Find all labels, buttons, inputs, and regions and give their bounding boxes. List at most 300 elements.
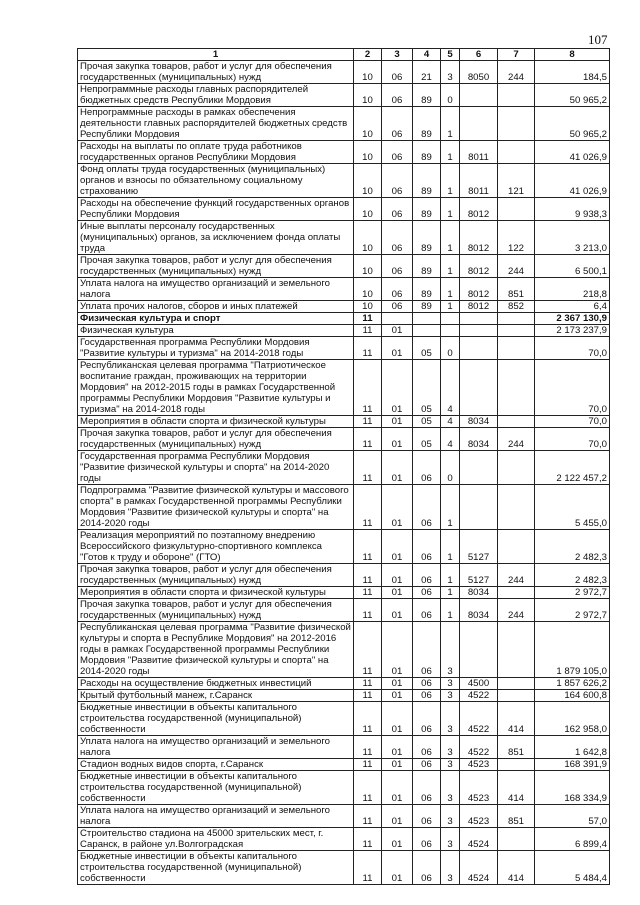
row-program: 89 [413, 84, 441, 107]
row-amount: 1 642,8 [535, 736, 610, 759]
row-subprogram: 1 [441, 255, 460, 278]
row-expense-type: 244 [498, 255, 535, 278]
row-amount: 5 455,0 [535, 485, 610, 530]
row-subsection: 01 [382, 428, 413, 451]
header-cell: 5 [441, 49, 460, 61]
row-article: 4500 [460, 678, 498, 690]
row-subprogram: 3 [441, 805, 460, 828]
row-subprogram: 1 [441, 301, 460, 313]
row-program: 06 [413, 530, 441, 564]
row-subsection: 01 [382, 587, 413, 599]
row-amount: 41 026,9 [535, 141, 610, 164]
row-program: 05 [413, 337, 441, 360]
row-subsection [382, 313, 413, 325]
row-article [460, 451, 498, 485]
table-row [78, 485, 610, 530]
row-subsection: 01 [382, 678, 413, 690]
row-section: 11 [354, 451, 382, 485]
row-article: 8050 [460, 61, 498, 84]
table-row [78, 198, 610, 221]
row-program: 21 [413, 61, 441, 84]
row-program: 06 [413, 599, 441, 622]
row-name: Расходы на осуществление бюджетных инвестиций [78, 678, 354, 690]
row-program: 06 [413, 564, 441, 587]
row-name: Бюджетные инвестиции в объекты капитального строительства государственной (муниципальной) собственности [78, 702, 354, 736]
row-subsection: 01 [382, 530, 413, 564]
row-subprogram: 3 [441, 759, 460, 771]
row-subsection: 01 [382, 325, 413, 337]
row-expense-type [498, 828, 535, 851]
row-program: 06 [413, 736, 441, 759]
row-name: Стадион водных видов спорта, г.Саранск [78, 759, 354, 771]
row-program: 06 [413, 485, 441, 530]
row-amount: 162 958,0 [535, 702, 610, 736]
row-expense-type [498, 690, 535, 702]
header-cell: 6 [460, 49, 498, 61]
row-name: Прочая закупка товаров, работ и услуг для обеспечения государственных (муниципальных) нужд [78, 428, 354, 451]
row-expense-type: 851 [498, 278, 535, 301]
header-cell: 4 [413, 49, 441, 61]
row-expense-type [498, 325, 535, 337]
row-article [460, 360, 498, 416]
row-section: 11 [354, 587, 382, 599]
row-subprogram: 3 [441, 690, 460, 702]
row-subprogram: 1 [441, 198, 460, 221]
row-subprogram: 1 [441, 530, 460, 564]
row-program: 06 [413, 622, 441, 678]
row-subsection: 06 [382, 301, 413, 313]
row-subsection: 01 [382, 416, 413, 428]
row-program: 89 [413, 198, 441, 221]
row-subsection: 01 [382, 360, 413, 416]
table-row [78, 313, 610, 325]
row-section: 11 [354, 360, 382, 416]
table-row [78, 736, 610, 759]
row-amount: 70,0 [535, 360, 610, 416]
row-section: 11 [354, 416, 382, 428]
row-expense-type [498, 141, 535, 164]
row-subprogram: 3 [441, 61, 460, 84]
row-expense-type: 851 [498, 736, 535, 759]
row-name: Прочая закупка товаров, работ и услуг для обеспечения государственных (муниципальных) нужд [78, 255, 354, 278]
row-program [413, 325, 441, 337]
row-article: 4523 [460, 771, 498, 805]
row-section: 10 [354, 221, 382, 255]
row-subsection: 01 [382, 759, 413, 771]
row-section: 11 [354, 702, 382, 736]
row-section: 11 [354, 485, 382, 530]
row-section: 10 [354, 141, 382, 164]
row-article: 8034 [460, 587, 498, 599]
row-name: Прочая закупка товаров, работ и услуг для обеспечения государственных (муниципальных) нужд [78, 599, 354, 622]
row-amount: 70,0 [535, 416, 610, 428]
row-amount: 70,0 [535, 337, 610, 360]
row-article: 5127 [460, 564, 498, 587]
row-amount: 2 173 237,9 [535, 325, 610, 337]
row-amount: 2 122 457,2 [535, 451, 610, 485]
row-section: 11 [354, 325, 382, 337]
row-section: 11 [354, 771, 382, 805]
row-subprogram [441, 325, 460, 337]
row-subsection: 01 [382, 736, 413, 759]
row-subsection: 06 [382, 221, 413, 255]
row-program: 89 [413, 107, 441, 141]
row-subprogram: 3 [441, 678, 460, 690]
table-row [78, 599, 610, 622]
row-section: 10 [354, 301, 382, 313]
row-article [460, 313, 498, 325]
row-section: 11 [354, 736, 382, 759]
row-subprogram: 1 [441, 221, 460, 255]
row-article: 8012 [460, 198, 498, 221]
row-subsection: 01 [382, 851, 413, 885]
row-article: 8011 [460, 141, 498, 164]
table-row [78, 622, 610, 678]
row-section: 11 [354, 828, 382, 851]
table-row [78, 759, 610, 771]
row-amount: 1 857 626,2 [535, 678, 610, 690]
row-expense-type: 244 [498, 61, 535, 84]
row-section: 10 [354, 164, 382, 198]
row-subprogram: 1 [441, 278, 460, 301]
row-subprogram: 1 [441, 485, 460, 530]
table-row [78, 678, 610, 690]
row-subprogram: 3 [441, 736, 460, 759]
row-expense-type: 414 [498, 851, 535, 885]
row-subsection: 01 [382, 337, 413, 360]
table-row [78, 164, 610, 198]
budget-table [77, 48, 610, 885]
row-subsection: 06 [382, 278, 413, 301]
row-name: Крытый футбольный манеж, г.Саранск [78, 690, 354, 702]
row-section: 10 [354, 61, 382, 84]
row-name: Прочая закупка товаров, работ и услуг для обеспечения государственных (муниципальных) нужд [78, 61, 354, 84]
row-expense-type [498, 337, 535, 360]
row-subprogram: 1 [441, 141, 460, 164]
row-program: 06 [413, 451, 441, 485]
row-name: Реализация мероприятий по поэтапному внедрению Всероссийского физкультурно-спортивного комплекса "Готов к труду и обороне" (ГТО) [78, 530, 354, 564]
row-amount: 168 391,9 [535, 759, 610, 771]
row-program: 06 [413, 587, 441, 599]
row-subprogram: 3 [441, 771, 460, 805]
row-expense-type: 852 [498, 301, 535, 313]
row-expense-type [498, 485, 535, 530]
row-name: Прочая закупка товаров, работ и услуг для обеспечения государственных (муниципальных) нужд [78, 564, 354, 587]
row-expense-type [498, 622, 535, 678]
row-expense-type [498, 678, 535, 690]
row-name: Уплата налога на имущество организаций и земельного налога [78, 736, 354, 759]
row-subprogram: 4 [441, 428, 460, 451]
table-row [78, 771, 610, 805]
row-amount: 218,8 [535, 278, 610, 301]
row-name: Расходы на выплаты по оплате труда работников государственных органов Республики Мордовия [78, 141, 354, 164]
row-name: Уплата налога на имущество организаций и земельного налога [78, 805, 354, 828]
row-expense-type: 414 [498, 771, 535, 805]
row-name: Республиканская целевая программа "Патриотическое воспитание граждан, проживающих на территории Мордовия" на 2012-2015 годы в рамках Государственной программы Республики Мордовия "Развитие культуры и туризма" на 2014-2018 годы [78, 360, 354, 416]
row-subprogram: 3 [441, 702, 460, 736]
row-name: Государственная программа Республики Мордовия "Развитие культуры и туризма" на 2014-2018 годы [78, 337, 354, 360]
table-row [78, 690, 610, 702]
row-section: 10 [354, 107, 382, 141]
row-amount: 2 367 130,9 [535, 313, 610, 325]
table-row [78, 564, 610, 587]
row-expense-type: 244 [498, 428, 535, 451]
row-name: Мероприятия в области спорта и физической культуры [78, 587, 354, 599]
row-name: Фонд оплаты труда государственных (муниципальных) органов и взносы по обязательному социальному страхованию [78, 164, 354, 198]
row-expense-type [498, 530, 535, 564]
row-amount: 2 972,7 [535, 599, 610, 622]
row-article [460, 485, 498, 530]
row-name: Уплата налога на имущество организаций и земельного налога [78, 278, 354, 301]
row-subsection: 01 [382, 702, 413, 736]
row-name: Подпрограмма "Развитие физической культуры и массового спорта" в рамках Государственной программы Республики Мордовия "Развитие физической культуры и спорта" на 2014-2020 годы [78, 485, 354, 530]
row-program: 05 [413, 416, 441, 428]
row-amount: 3 213,0 [535, 221, 610, 255]
table-row [78, 530, 610, 564]
row-program: 06 [413, 759, 441, 771]
row-name: Непрограммные расходы в рамках обеспечения деятельности главных распорядителей бюджетных средств Республики Мордовия [78, 107, 354, 141]
row-section: 11 [354, 337, 382, 360]
row-program: 06 [413, 690, 441, 702]
row-subsection: 06 [382, 164, 413, 198]
row-section: 11 [354, 622, 382, 678]
row-subsection: 01 [382, 828, 413, 851]
row-expense-type [498, 759, 535, 771]
table-row [78, 805, 610, 828]
table-row [78, 587, 610, 599]
row-article: 4522 [460, 736, 498, 759]
row-article: 4522 [460, 702, 498, 736]
row-program: 89 [413, 221, 441, 255]
row-section: 11 [354, 564, 382, 587]
row-article: 8034 [460, 599, 498, 622]
header-cell: 1 [78, 49, 354, 61]
row-program: 89 [413, 255, 441, 278]
row-subsection: 06 [382, 141, 413, 164]
row-expense-type [498, 451, 535, 485]
row-subsection: 01 [382, 599, 413, 622]
row-subprogram [441, 313, 460, 325]
row-subprogram: 3 [441, 828, 460, 851]
row-name: Непрограммные расходы главных распорядителей бюджетных средств Республики Мордовия [78, 84, 354, 107]
row-expense-type [498, 198, 535, 221]
table-row [78, 851, 610, 885]
table-row [78, 301, 610, 313]
row-section: 11 [354, 599, 382, 622]
row-expense-type [498, 587, 535, 599]
table-row [78, 255, 610, 278]
row-section: 10 [354, 255, 382, 278]
row-article: 8012 [460, 278, 498, 301]
row-subsection: 06 [382, 255, 413, 278]
row-program: 06 [413, 851, 441, 885]
row-subprogram: 3 [441, 851, 460, 885]
row-subprogram: 1 [441, 107, 460, 141]
header-cell: 2 [354, 49, 382, 61]
row-amount: 6 500,1 [535, 255, 610, 278]
row-article [460, 337, 498, 360]
row-article [460, 107, 498, 141]
row-amount: 184,5 [535, 61, 610, 84]
row-article: 4523 [460, 805, 498, 828]
row-expense-type [498, 313, 535, 325]
row-amount: 9 938,3 [535, 198, 610, 221]
row-article: 8034 [460, 416, 498, 428]
row-expense-type: 851 [498, 805, 535, 828]
row-expense-type: 122 [498, 221, 535, 255]
row-expense-type: 414 [498, 702, 535, 736]
row-subsection: 01 [382, 451, 413, 485]
table-row [78, 107, 610, 141]
row-program: 06 [413, 771, 441, 805]
row-name: Физическая культура и спорт [78, 313, 354, 325]
row-name: Физическая культура [78, 325, 354, 337]
row-section: 10 [354, 278, 382, 301]
row-section: 11 [354, 851, 382, 885]
row-subsection: 01 [382, 690, 413, 702]
row-name: Иные выплаты персоналу государственных (муниципальных) органов, за исключением фонда оплаты труда [78, 221, 354, 255]
row-program: 89 [413, 301, 441, 313]
row-name: Уплата прочих налогов, сборов и иных платежей [78, 301, 354, 313]
row-article [460, 325, 498, 337]
row-article: 8012 [460, 301, 498, 313]
row-program: 06 [413, 828, 441, 851]
table-row [78, 702, 610, 736]
row-name: Бюджетные инвестиции в объекты капитального строительства государственной (муниципальной) собственности [78, 851, 354, 885]
row-program: 89 [413, 164, 441, 198]
row-subsection: 06 [382, 198, 413, 221]
row-amount: 2 482,3 [535, 530, 610, 564]
row-name: Расходы на обеспечение функций государственных органов Республики Мордовия [78, 198, 354, 221]
row-name: Мероприятия в области спорта и физической культуры [78, 416, 354, 428]
table-row [78, 84, 610, 107]
row-article: 4523 [460, 759, 498, 771]
table-row [78, 360, 610, 416]
row-subsection: 01 [382, 485, 413, 530]
row-amount: 2 482,3 [535, 564, 610, 587]
table-row [78, 61, 610, 84]
row-amount: 57,0 [535, 805, 610, 828]
table-row [78, 828, 610, 851]
table-row [78, 416, 610, 428]
row-section: 11 [354, 530, 382, 564]
row-section: 11 [354, 805, 382, 828]
row-program: 05 [413, 360, 441, 416]
row-subsection: 06 [382, 84, 413, 107]
row-subprogram: 1 [441, 164, 460, 198]
row-article: 4524 [460, 828, 498, 851]
row-amount: 41 026,9 [535, 164, 610, 198]
row-section: 11 [354, 690, 382, 702]
row-subprogram: 3 [441, 622, 460, 678]
row-program: 89 [413, 278, 441, 301]
row-name: Бюджетные инвестиции в объекты капитального строительства государственной (муниципальной) собственности [78, 771, 354, 805]
row-section: 10 [354, 84, 382, 107]
row-amount: 1 879 105,0 [535, 622, 610, 678]
row-article: 8011 [460, 164, 498, 198]
row-expense-type [498, 84, 535, 107]
row-amount: 6 899,4 [535, 828, 610, 851]
table-body [78, 49, 610, 885]
row-subprogram: 4 [441, 416, 460, 428]
row-article: 8012 [460, 255, 498, 278]
row-section: 11 [354, 428, 382, 451]
row-expense-type: 244 [498, 599, 535, 622]
row-amount: 2 972,7 [535, 587, 610, 599]
row-subprogram: 1 [441, 564, 460, 587]
row-expense-type: 244 [498, 564, 535, 587]
row-program [413, 313, 441, 325]
table-row [78, 278, 610, 301]
row-expense-type [498, 416, 535, 428]
row-amount: 5 484,4 [535, 851, 610, 885]
table-row [78, 141, 610, 164]
row-section: 11 [354, 759, 382, 771]
row-article: 8034 [460, 428, 498, 451]
row-subprogram: 0 [441, 84, 460, 107]
row-name: Республиканская целевая программа "Развитие физической культуры и спорта в Республике Мордовия" на 2012-2016 годы в рамках Государственной программы Республики Мордовия "Развитие физической культуры и спорта" на 2014-2020 годы [78, 622, 354, 678]
row-name: Строительство стадиона на 45000 зрительских мест, г. Саранск, в районе ул.Волгоградская [78, 828, 354, 851]
row-subprogram: 1 [441, 599, 460, 622]
row-section: 11 [354, 313, 382, 325]
row-article: 5127 [460, 530, 498, 564]
table-row [78, 325, 610, 337]
row-subprogram: 0 [441, 337, 460, 360]
row-program: 05 [413, 428, 441, 451]
table-row [78, 451, 610, 485]
row-amount: 70,0 [535, 428, 610, 451]
row-amount: 164 600,8 [535, 690, 610, 702]
row-section: 10 [354, 198, 382, 221]
row-subprogram: 1 [441, 587, 460, 599]
row-article: 4522 [460, 690, 498, 702]
row-program: 89 [413, 141, 441, 164]
table-header-row [78, 49, 610, 61]
row-article: 4524 [460, 851, 498, 885]
row-program: 06 [413, 678, 441, 690]
row-expense-type: 121 [498, 164, 535, 198]
row-section: 11 [354, 678, 382, 690]
row-expense-type [498, 107, 535, 141]
row-article: 8012 [460, 221, 498, 255]
row-article [460, 84, 498, 107]
row-subsection: 01 [382, 771, 413, 805]
row-subprogram: 0 [441, 451, 460, 485]
row-subsection: 01 [382, 622, 413, 678]
row-subsection: 01 [382, 564, 413, 587]
row-name: Государственная программа Республики Мордовия "Развитие физической культуры и спорта" на 2014-2020 годы [78, 451, 354, 485]
row-subsection: 01 [382, 805, 413, 828]
row-amount: 50 965,2 [535, 84, 610, 107]
row-amount: 168 334,9 [535, 771, 610, 805]
table-row [78, 428, 610, 451]
row-subprogram: 4 [441, 360, 460, 416]
header-cell: 8 [535, 49, 610, 61]
row-subsection: 06 [382, 107, 413, 141]
row-article [460, 622, 498, 678]
row-subsection: 06 [382, 61, 413, 84]
row-amount: 6,4 [535, 301, 610, 313]
header-cell: 7 [498, 49, 535, 61]
row-program: 06 [413, 702, 441, 736]
row-program: 06 [413, 805, 441, 828]
page-number: 107 [588, 32, 608, 47]
row-amount: 50 965,2 [535, 107, 610, 141]
header-cell: 3 [382, 49, 413, 61]
row-expense-type [498, 360, 535, 416]
table-row [78, 221, 610, 255]
table-row [78, 337, 610, 360]
